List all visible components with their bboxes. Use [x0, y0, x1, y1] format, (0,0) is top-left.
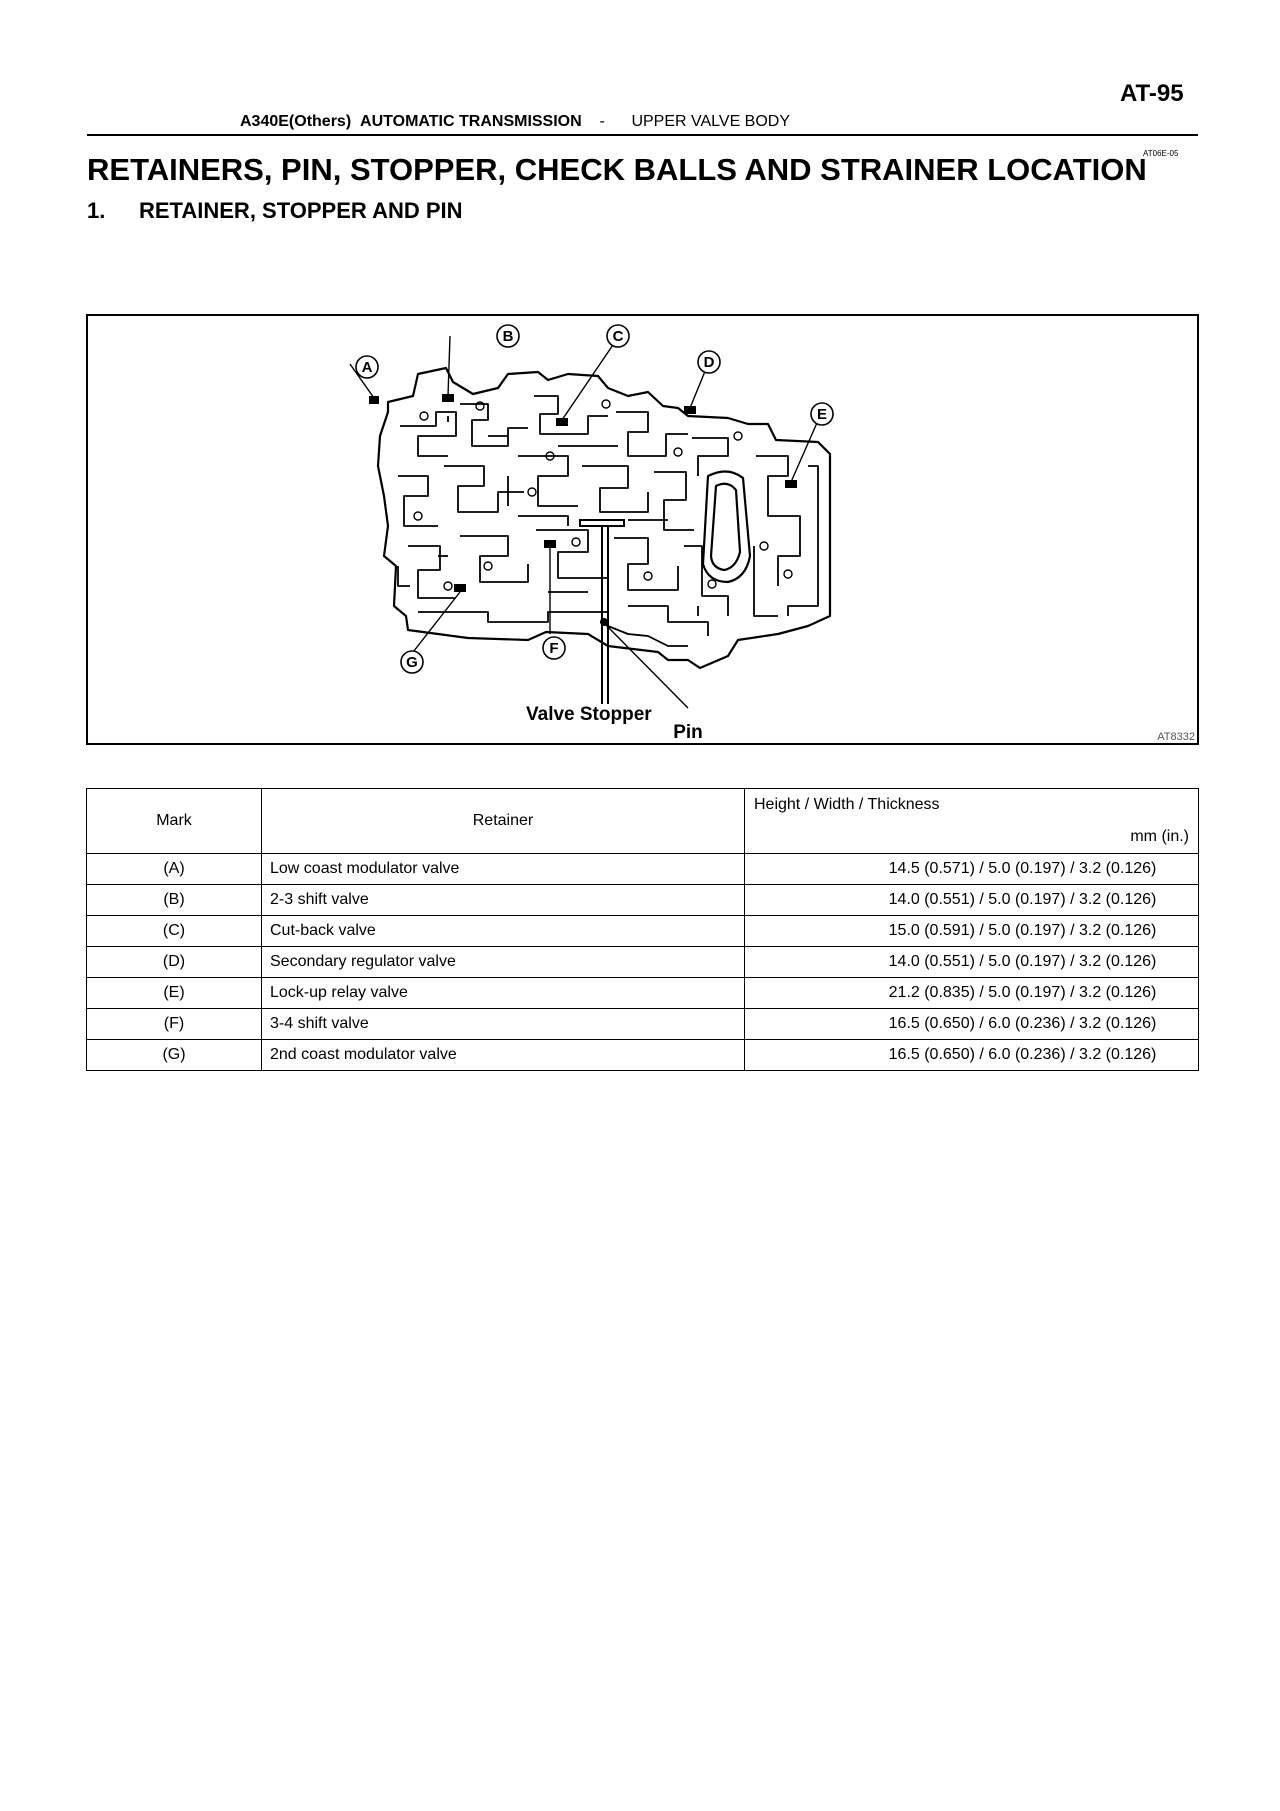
- callout-b: B: [502, 328, 514, 345]
- page-title: RETAINERS, PIN, STOPPER, CHECK BALLS AND STRAINER LOCATION: [87, 152, 1147, 187]
- header-dimensions: Height / Width / Thickness: [754, 796, 940, 813]
- callout-circles: [356, 325, 833, 673]
- table-row: [87, 916, 1199, 947]
- cell-value: 21.2 (0.835) / 5.0 (0.197) / 3.2 (0.126): [745, 978, 1199, 1009]
- table-row: [87, 978, 1199, 1009]
- cell-mark: (D): [87, 947, 262, 978]
- leader-lines: [350, 336, 820, 708]
- cell-value: 15.0 (0.591) / 5.0 (0.197) / 3.2 (0.126): [745, 916, 1199, 947]
- table-row: [87, 885, 1199, 916]
- cell-retainer: Secondary regulator valve: [262, 947, 745, 978]
- cell-mark: (F): [87, 1009, 262, 1040]
- retainer-f: [544, 540, 556, 548]
- header-unit: mm (in.): [1130, 828, 1189, 845]
- running-header: [240, 113, 790, 131]
- header-separator: -: [599, 113, 605, 130]
- cell-value: 14.0 (0.551) / 5.0 (0.197) / 3.2 (0.126): [745, 947, 1199, 978]
- page-number: AT-95: [1120, 80, 1184, 107]
- callout-g: G: [406, 654, 418, 671]
- valve-body-figure: [86, 314, 1199, 745]
- cell-mark: (C): [87, 916, 262, 947]
- header-model: A340E(Others): [240, 113, 352, 130]
- retainer-g: [454, 584, 466, 592]
- cell-value: 14.0 (0.551) / 5.0 (0.197) / 3.2 (0.126): [745, 885, 1199, 916]
- table-row: [87, 1009, 1199, 1040]
- table-row: [87, 947, 1199, 978]
- header-divider: [87, 134, 1198, 136]
- cell-retainer: Cut-back valve: [262, 916, 745, 947]
- header-mark: Mark: [87, 789, 262, 854]
- callout-e: E: [816, 406, 828, 423]
- cell-retainer: 3-4 shift valve: [262, 1009, 745, 1040]
- doc-code: AT06E-05: [1143, 149, 1179, 158]
- header-dimensions-cell: [745, 789, 1199, 854]
- cell-retainer: 2-3 shift valve: [262, 885, 745, 916]
- table-row: [87, 854, 1199, 885]
- callout-c: C: [612, 328, 624, 345]
- cell-retainer: 2nd coast modulator valve: [262, 1040, 745, 1071]
- header-retainer: Retainer: [262, 789, 745, 854]
- cell-retainer: Low coast modulator valve: [262, 854, 745, 885]
- header-subsection: UPPER VALVE BODY: [631, 113, 791, 130]
- valve-stopper-label: Valve Stopper: [526, 704, 652, 725]
- cell-value: 16.5 (0.650) / 6.0 (0.236) / 3.2 (0.126): [745, 1009, 1199, 1040]
- subtitle-number: 1.: [87, 198, 106, 223]
- cell-mark: (E): [87, 978, 262, 1009]
- valve-body-diagram: [88, 316, 1197, 743]
- callout-f: F: [549, 640, 559, 657]
- table-row: [87, 1040, 1199, 1071]
- callout-d: D: [703, 354, 715, 371]
- pin-label: Pin: [673, 722, 703, 743]
- cell-value: 14.5 (0.571) / 5.0 (0.197) / 3.2 (0.126): [745, 854, 1199, 885]
- table-header-row: [87, 789, 1199, 854]
- cell-mark: (G): [87, 1040, 262, 1071]
- retainer-spec-table: [86, 788, 1199, 1071]
- oval-chamber: [703, 471, 750, 582]
- cell-retainer: Lock-up relay valve: [262, 978, 745, 1009]
- section-subtitle: [87, 198, 463, 224]
- cell-mark: (B): [87, 885, 262, 916]
- callout-a: A: [361, 359, 373, 376]
- cell-value: 16.5 (0.650) / 6.0 (0.236) / 3.2 (0.126): [745, 1040, 1199, 1071]
- cell-mark: (A): [87, 854, 262, 885]
- subtitle-text: RETAINER, STOPPER AND PIN: [139, 198, 463, 223]
- header-section: AUTOMATIC TRANSMISSION: [360, 113, 582, 130]
- figure-code: AT8332: [1157, 731, 1195, 743]
